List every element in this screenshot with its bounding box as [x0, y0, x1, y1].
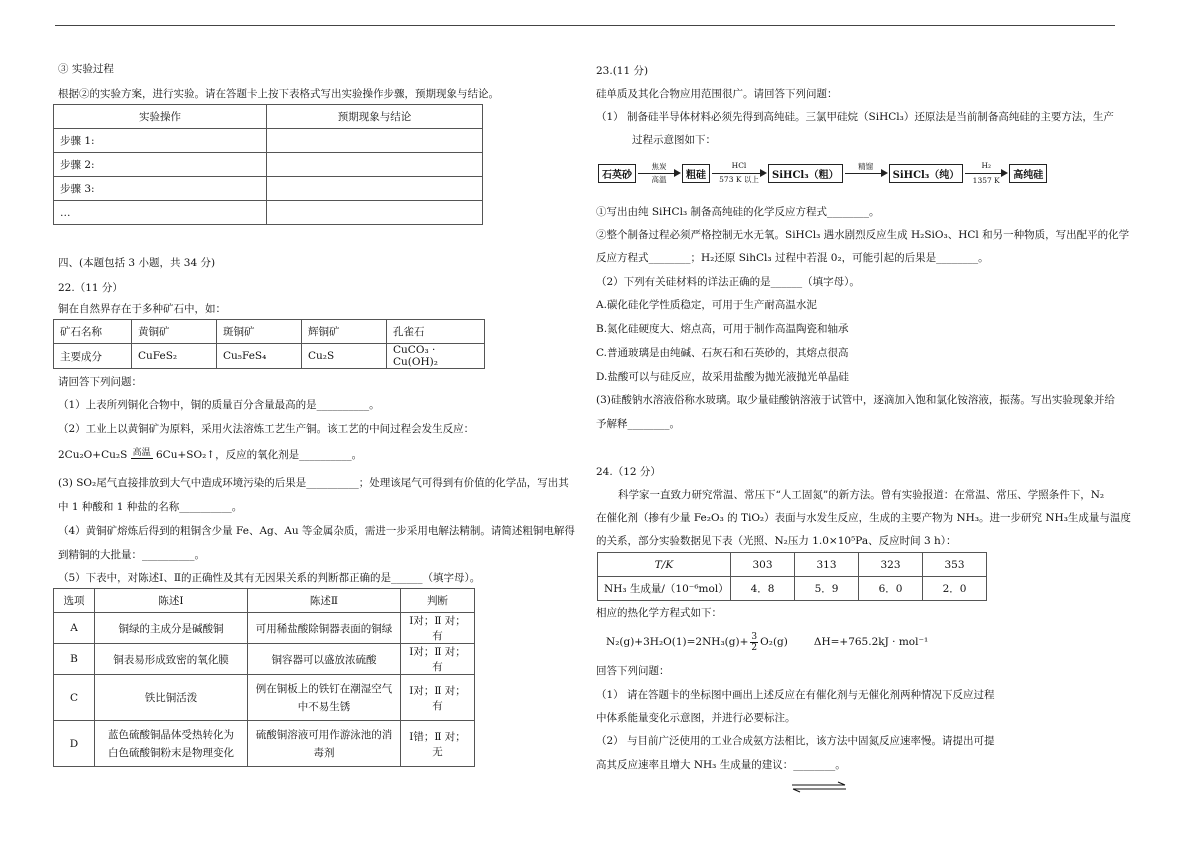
th-option: 选项 [54, 589, 95, 613]
nh3-value: 5．9 [795, 577, 859, 601]
answer-cell[interactable] [267, 153, 483, 177]
statement-1: 铜绿的主成分是碱酸铜 [95, 613, 248, 644]
option-label: D [54, 721, 95, 767]
experiment-table [53, 104, 483, 225]
eq-enthalpy: ΔH=+765.2kJ · mol⁻¹ [813, 636, 929, 648]
section-four-heading: 四、(本题包括 3 小题，共 34 分) [58, 257, 216, 269]
q23-part3: (3)硅酸钠水溶液俗称水玻璃。取少量硅酸钠溶液于试管中，逐滴加入饱和氯化铵溶液，振荡。写出实验现象并给 [596, 394, 1115, 406]
q24-number: 24.（12 分） [596, 466, 661, 478]
flow-crude-silicon: 粗硅 [682, 164, 710, 183]
thermo-equation [606, 630, 928, 654]
th-statement-1: 陈述Ⅰ [95, 589, 248, 613]
silicon-process-flow [598, 163, 1047, 183]
statement-1: 铜表易形成致密的氧化膜 [95, 644, 248, 675]
temp-value: 323 [859, 553, 923, 577]
temp-value: 353 [923, 553, 987, 577]
q23-intro: 硅单质及其化合物应用范围很广。请回答下列问题： [596, 88, 838, 100]
q24-intro-2: 在催化剂（掺有少量 Fe₂O₃ 的 TiO₂）表面与水发生反应，生成的主要产物为 NH₃。进一步研究 NH₃生成量与温度 [596, 512, 1131, 524]
ore-cell: CuFeS₂ [132, 344, 217, 369]
header-rule [55, 25, 1115, 26]
q23-sub1: ①写出由纯 SiHCl₃ 制备高纯硅的化学反应方程式________。 [596, 206, 880, 218]
step-row: … [54, 201, 267, 225]
q24-intro-3: 的关系，部分实验数据见下表（光照、N₂压力 1.0×10⁵Pa、反应时间 3 h）： [596, 535, 957, 547]
statement-2: 例在铜板上的铁钉在潮湿空气 中不易生锈 [248, 675, 401, 721]
th-result: 预期现象与结论 [267, 105, 483, 129]
ore-cell: CuCO₃ · Cu(OH)₂ [387, 344, 485, 369]
option-a: A.碳化硅化学性质稳定，可用于生产耐高温水泥 [596, 299, 817, 311]
nh3-value: 4．8 [731, 577, 795, 601]
q22-part1: （1）上表所列铜化合物中，铜的质量百分含量最高的是__________。 [58, 399, 380, 411]
q24-intro-1: 科学家一直致力研究常温、常压下“人工固氮”的新方法。曾有实验报道：在常温、常压、学照条件下，N₂ [618, 489, 1105, 501]
q22-part2-equation [58, 448, 362, 462]
temp-value: 313 [795, 553, 859, 577]
eq-right: O₂(g) [760, 636, 788, 648]
q22-number: 22.（11 分） [58, 282, 123, 294]
q24-part1b: 中体系能量变化示意图，并进行必要标注。 [596, 712, 796, 724]
q23-part1b: 过程示意图如下： [632, 134, 716, 146]
flow-quartz-sand: 石英砂 [598, 164, 636, 183]
ore-table [53, 319, 485, 369]
ore-cell: 矿石名称 [54, 320, 132, 344]
fraction-numerator: 3 [751, 631, 758, 642]
judgement: Ⅰ对；Ⅱ 对；有 [401, 613, 475, 644]
q22-part4: （4）黄铜矿熔炼后得到的粗铜含少量 Fe、Ag、Au 等金属杂质，需进一步采用电解法精制。请简述粗铜电解得 [58, 525, 575, 537]
condition-high-temp: 高温 [132, 448, 151, 458]
q24-part2b: 高其反应速率且增大 NH₃ 生成量的建议：________。 [596, 759, 846, 771]
th-statement-2: 陈述Ⅱ [248, 589, 401, 613]
statement-2: 硫酸铜溶液可用作游泳池的消 毒剂 [248, 721, 401, 767]
option-label: A [54, 613, 95, 644]
q22-part3b: 中 1 种酸和 1 种盐的名称__________。 [58, 501, 243, 513]
q23-part1: （1） 制备硅半导体材料必须先得到高纯硅。三氯甲硅烷（SiHCl₃）还原法是当前制备高纯硅的主要方法，生产 [596, 111, 1114, 123]
q22-intro: 铜在自然界存在于多种矿石中，如： [58, 303, 226, 315]
statement-2: 可用稀盐酸除铜器表面的铜绿 [248, 613, 401, 644]
statement-table [53, 588, 475, 767]
ore-cell: 辉铜矿 [302, 320, 387, 344]
q23-part3b: 予解释________。 [596, 418, 680, 430]
equation-left: 2Cu₂O+Cu₂S [58, 449, 128, 461]
nh3-value: 2．0 [923, 577, 987, 601]
q23-number: 23.(11 分) [596, 65, 649, 77]
ore-cell: 孔雀石 [387, 320, 485, 344]
equilibrium-arrows-icon [790, 781, 848, 793]
q23-part2: （2）下列有关硅材料的详法正确的是______（填字母）。 [596, 276, 860, 288]
option-c: C.普通玻璃是由纯碱、石灰石和石英砂的，其熔点很高 [596, 347, 849, 359]
q22-part3: (3) SO₂尾气直接排放到大气中造成环境污染的后果是__________；处理该尾气可得到有价值的化学品，写出其 [58, 477, 569, 489]
statement-1: 铁比铜活泼 [95, 675, 248, 721]
ore-cell: 主要成分 [54, 344, 132, 369]
ore-cell: 斑铜矿 [217, 320, 302, 344]
q22-part5: （5）下表中，对陈述Ⅰ、Ⅱ的正确性及其有无因果关系的判断都正确的是______（填字母）。 [58, 572, 481, 584]
option-label: B [54, 644, 95, 675]
statement-2: 铜容器可以盛放浓硫酸 [248, 644, 401, 675]
equation-right: 6Cu+SO₂↑，反应的氧化剂是__________。 [156, 449, 363, 461]
answer-cell[interactable] [267, 177, 483, 201]
judgement: Ⅰ对；Ⅱ 对；有 [401, 644, 475, 675]
thermo-label: 相应的热化学方程式如下： [596, 607, 722, 619]
judgement: Ⅰ错；Ⅱ 对；无 [401, 721, 475, 767]
answer-cell[interactable] [267, 201, 483, 225]
option-d: D.盐酸可以与硅反应，故采用盐酸为抛光液抛光单晶硅 [596, 371, 849, 383]
q24-part1: （1） 请在答题卡的坐标图中画出上述反应在有催化剂与无催化剂两种情况下反应过程 [596, 689, 995, 701]
nh3-value: 6．0 [859, 577, 923, 601]
flow-arrow: H₂ 1357 K [963, 163, 1009, 183]
q23-sub2b: 反应方程式________；H₂还原 SihCl₃ 过程中若混 0₂，可能引起的后果是________。 [596, 252, 989, 264]
step-row: 步骤 3: [54, 177, 267, 201]
flow-sihcl3-pure: SiHCl₃（纯） [889, 164, 964, 183]
ore-cell: 黄铜矿 [132, 320, 217, 344]
exp-process-heading: ③ 实验过程 [58, 63, 114, 75]
temp-value: 303 [731, 553, 795, 577]
th-nh3-amount: NH₃ 生成量/（10⁻⁶mol） [598, 577, 731, 601]
exp-instruction: 根据②的实验方案，进行实验。请在答题卡上按下表格式写出实验操作步骤，预期现象与结论。 [58, 88, 499, 100]
ore-cell: Cu₅FeS₄ [217, 344, 302, 369]
ore-cell: Cu₂S [302, 344, 387, 369]
answer-cell[interactable] [267, 129, 483, 153]
fraction-three-halves [750, 632, 758, 653]
q24-part2: （2） 与目前广泛使用的工业合成氨方法相比，该方法中固氮反应速率慢。请提出可提 [596, 735, 995, 747]
flow-arrow: 焦炭 高温 [636, 163, 682, 183]
step-row: 步骤 1: [54, 129, 267, 153]
q24-ask: 回答下列问题： [596, 665, 670, 677]
judgement: Ⅰ对；Ⅱ 对；有 [401, 675, 475, 721]
option-label: C [54, 675, 95, 721]
q22-part4b: 到精铜的大批量：__________。 [58, 549, 205, 561]
q23-sub2: ②整个制备过程必须严格控制无水无氧。SiHCl₃ 遇水剧烈反应生成 H₂SiO₃、HCl 和另一种物质，写出配平的化学 [596, 229, 1130, 241]
statement-1: 蓝色硫酸铜晶体受热转化为 白色硫酸铜粉末是物理变化 [95, 721, 248, 767]
option-b: B.氮化硅硬度大、熔点高，可用于制作高温陶瓷和轴承 [596, 323, 849, 335]
flow-arrow: 精馏 [843, 163, 889, 183]
eq-left: N₂(g)+3H₂O(1)=2NH₃(g)+ [606, 636, 749, 648]
th-operation: 实验操作 [54, 105, 267, 129]
flow-sihcl3-crude: SiHCl₃（粗） [768, 164, 843, 183]
fraction-denominator: 2 [751, 642, 758, 653]
flow-high-purity-silicon: 高纯硅 [1009, 164, 1047, 183]
step-row: 步骤 2: [54, 153, 267, 177]
flow-arrow: HCl 573 K 以上 [710, 163, 768, 183]
th-temperature: T/K [598, 553, 731, 577]
nh3-data-table [597, 552, 987, 601]
th-judgement: 判断 [401, 589, 475, 613]
q22-part2: （2）工业上以黄铜矿为原料，采用火法溶炼工艺生产铜。该工艺的中间过程会发生反应： [58, 423, 475, 435]
q22-ask: 请回答下列问题： [58, 376, 142, 388]
